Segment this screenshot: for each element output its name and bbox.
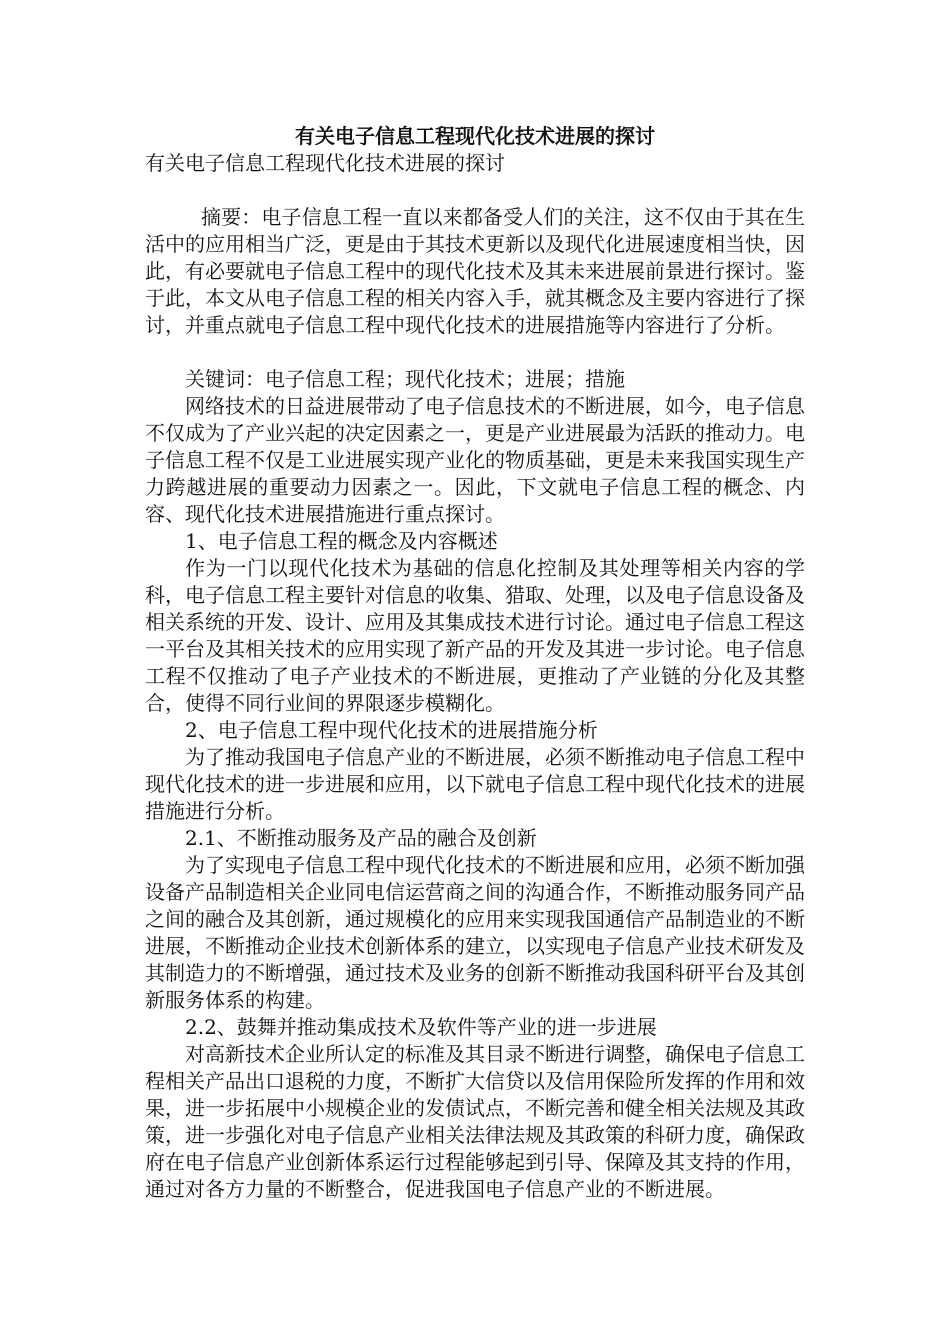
section-2-paragraph: 为了推动我国电子信息产业的不断进展，必须不断推动电子信息工程中现代化技术的进一步进展和应用，以下就电子信息工程中现代化技术的进展措施进行分析。 [145,745,805,823]
section-1-paragraph: 作为一门以现代化技术为基础的信息化控制及其处理等相关内容的学科，电子信息工程主要针对信息的收集、猎取、处理，以及电子信息设备及相关系统的开发、设计、应用及其集成技术进行讨论。通过电子信息工程这一平台及其相关技术的应用实现了新产品的开发及其进一步讨论。电子信息工程不仅推动了电子产业技术的不断进展，更推动了产业链的分化及其整合，使得不同行业间的界限逐步模糊化。 [145,556,805,715]
keywords-line: 关键词：电子信息工程；现代化技术；进展；措施 [185,367,625,391]
section-1-heading: 1、电子信息工程的概念及内容概述 [185,529,498,553]
blank-line [145,177,805,204]
section-2-2-paragraph: 对高新技术企业所认定的标准及其目录不断进行调整，确保电子信息工程相关产品出口退税的力度，不断扩大信贷以及信用保险所发挥的作用和效果，进一步拓展中小规模企业的发债试点，不断完善和健全相关法规及其政策，进一步强化对电子信息产业相关法律法规及其政策的科研力度，确保政府在电子信息产业创新体系运行过程能够起到引导、保障及其支持的作用，通过对各方力量的不断整合，促进我国电子信息产业的不断进展。 [145,1042,805,1201]
section-2-heading: 2、电子信息工程中现代化技术的进展措施分析 [185,718,598,742]
blank-line [145,339,805,366]
intro-paragraph: 网络技术的日益进展带动了电子信息技术的不断进展，如今，电子信息不仅成为了产业兴起的决定因素之一，更是产业进展最为活跃的推动力。电子信息工程不仅是工业进展实现产业化的物质基础，更是未来我国实现生产力跨越进展的重要动力因素之一。因此，下文就电子信息工程的概念、内容、现代化技术进展措施进行重点探讨。 [145,394,805,526]
abstract-paragraph: 摘要：电子信息工程一直以来都备受人们的关注，这不仅由于其在生活中的应用相当广泛，更是由于其技术更新以及现代化进展速度相当快，因此，有必要就电子信息工程中的现代化技术及其未来进展前景进行探讨。鉴于此，本文从电子信息工程的相关内容入手，就其概念及主要内容进行了探讨，并重点就电子信息工程中现代化技术的进展措施等内容进行了分析。 [145,205,805,337]
document-subtitle: 有关电子信息工程现代化技术进展的探讨 [145,151,505,175]
section-2-1-heading: 2.1、不断推动服务及产品的融合及创新 [185,826,537,850]
document-page [145,123,805,1203]
section-2-2-heading: 2.2、鼓舞并推动集成技术及软件等产业的进一步进展 [185,1015,657,1039]
section-2-1-paragraph: 为了实现电子信息工程中现代化技术的不断进展和应用，必须不断加强设备产品制造相关企业同电信运营商之间的沟通合作，不断推动服务同产品之间的融合及其创新，通过规模化的应用来实现我国通信产品制造业的不断进展，不断推动企业技术创新体系的建立，以实现电子信息产业技术研发及其制造力的不断增强，通过技术及业务的创新不断推动我国科研平台及其创新服务体系的构建。 [145,853,805,1012]
document-title: 有关电子信息工程现代化技术进展的探讨 [295,124,655,148]
